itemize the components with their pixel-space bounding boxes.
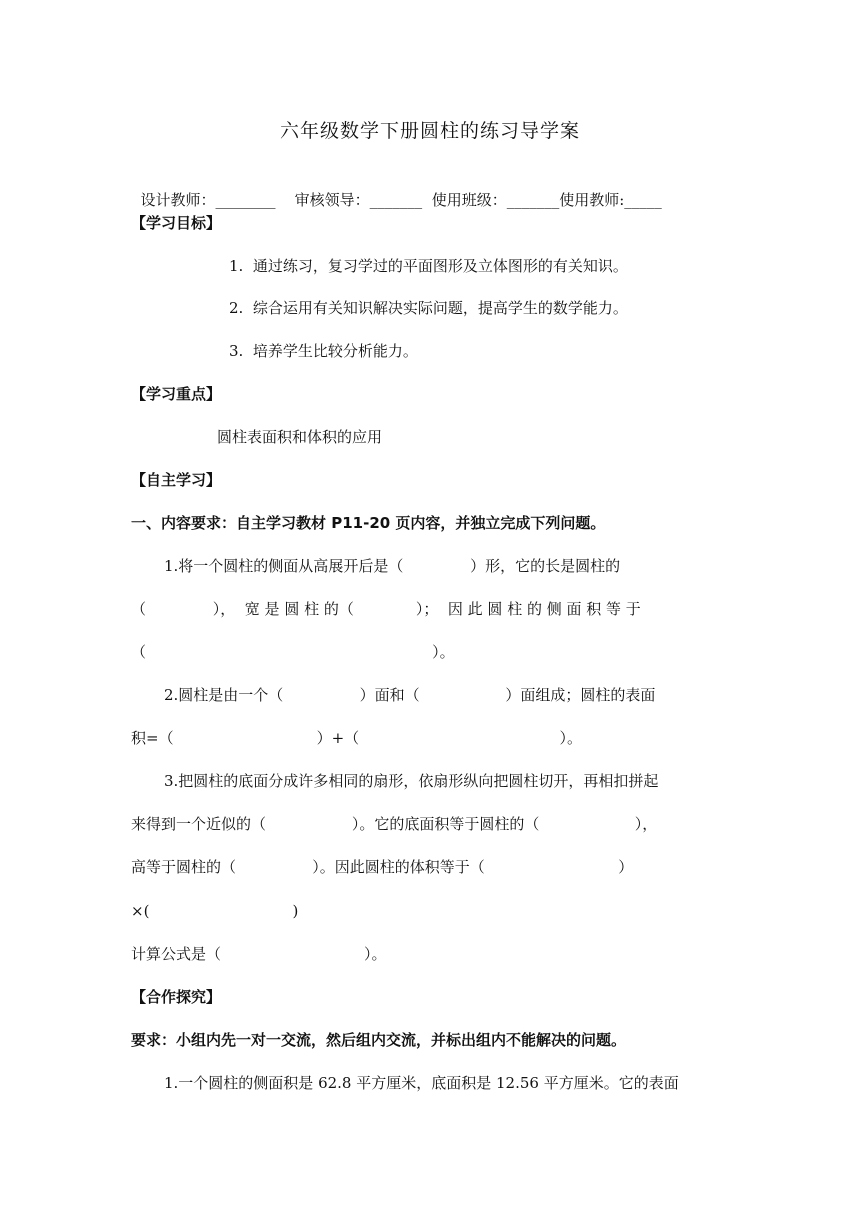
cooperation-question-1: 1.一个圆柱的侧面积是 62.8 平方厘米，底面积是 12.56 平方厘米。它的表面 xyxy=(164,1074,679,1092)
question-1-line-3: （ ）。 xyxy=(131,643,455,661)
question-3-line-5: 计算公式是（ ）。 xyxy=(131,945,387,963)
key-text: 圆柱表面积和体积的应用 xyxy=(217,428,383,446)
key-heading: 【学习重点】 xyxy=(131,385,222,403)
question-2-line-1: 2.圆柱是由一个（ ）面和（ ）面组成；圆柱的表面 xyxy=(164,686,656,704)
question-3-line-3: 高等于圆柱的（ ）。因此圆柱的体积等于（ ） xyxy=(131,858,634,876)
cooperation-requirement: 要求：小组内先一对一交流，然后组内交流，并标出组内不能解决的问题。 xyxy=(131,1031,627,1049)
reviewer-field: 审核领导：_______ xyxy=(294,191,423,209)
user-field: 使用教师:_____ xyxy=(559,191,662,209)
goal-item: 2. 综合运用有关知识解决实际问题，提高学生的数学能力。 xyxy=(229,299,628,317)
question-3-line-2: 来得到一个近似的（ ）。它的底面积等于圆柱的（ ）， xyxy=(131,815,658,833)
designer-field: 设计教师：________ xyxy=(140,191,276,209)
goal-item: 1. 通过练习，复习学过的平面图形及立体图形的有关知识。 xyxy=(229,257,628,275)
goal-item: 3. 培养学生比较分析能力。 xyxy=(229,342,418,360)
cooperation-heading: 【合作探究】 xyxy=(131,988,222,1006)
question-3-line-4: ×( ) xyxy=(131,902,299,920)
document-title: 六年级数学下册圆柱的练习导学案 xyxy=(279,120,580,142)
goals-heading: 【学习目标】 xyxy=(131,214,222,232)
self-study-heading: 【自主学习】 xyxy=(131,471,222,489)
question-2-line-2: 积=（ ）+（ ）。 xyxy=(131,729,582,747)
question-1-line-1: 1.将一个圆柱的侧面从高展开后是（ ）形，它的长是圆柱的 xyxy=(164,557,621,575)
question-3-line-1: 3.把圆柱的底面分成许多相同的扇形，依扇形纵向把圆柱切开，再相扣拼起 xyxy=(164,772,659,790)
question-1-line-2: （ ）， 宽 是 圆 柱 的（ ）； 因 此 圆 柱 的 侧 面 积 等 于 xyxy=(131,600,641,618)
self-study-requirement: 一、内容要求：自主学习教材 P11-20 页内容，并独立完成下列问题。 xyxy=(131,514,606,532)
class-field: 使用班级：_______ xyxy=(431,191,560,209)
info-line xyxy=(131,170,662,210)
